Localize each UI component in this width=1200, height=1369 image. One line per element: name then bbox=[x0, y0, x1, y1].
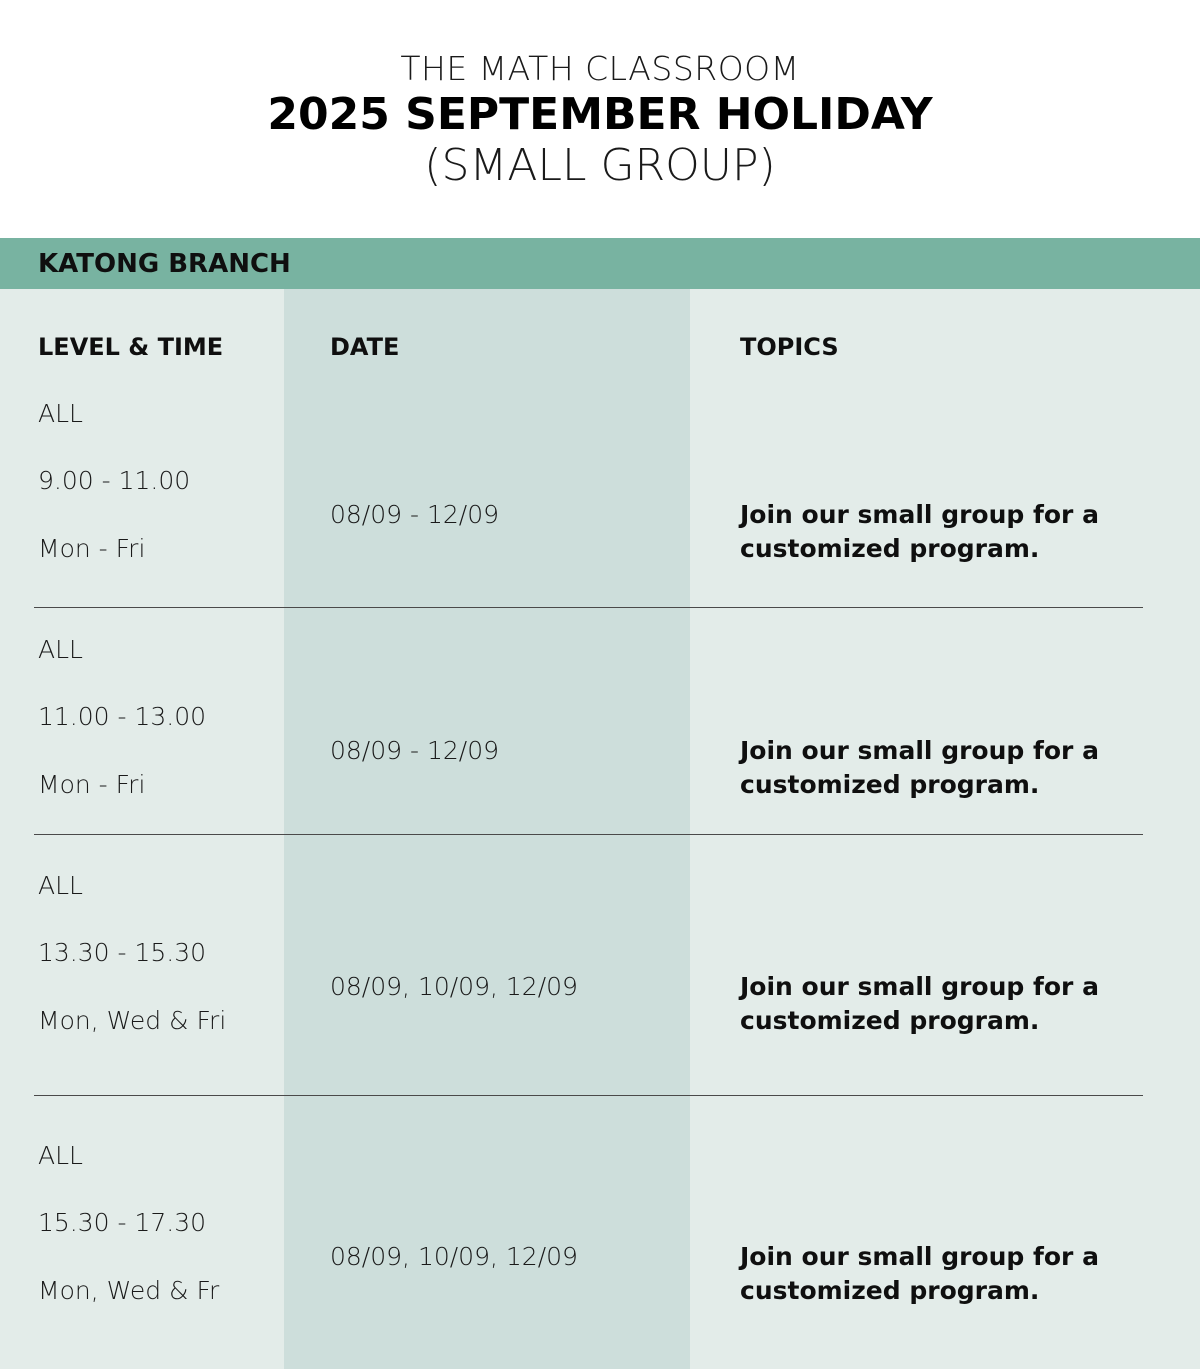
row-time: 13.30 - 15.30 bbox=[38, 938, 207, 967]
row-date: 08/09, 10/09, 12/09 bbox=[330, 972, 578, 1001]
row-days: Mon, Wed & Fr bbox=[38, 1276, 220, 1305]
row-time: 15.30 - 17.30 bbox=[38, 1208, 207, 1237]
row-days: Mon - Fri bbox=[38, 770, 146, 799]
page-header bbox=[0, 0, 1200, 238]
page-subtitle: (SMALL GROUP) bbox=[424, 140, 776, 191]
row-divider bbox=[34, 607, 1143, 608]
date-column-background bbox=[284, 289, 690, 1369]
column-header-topics: TOPICS bbox=[740, 333, 839, 361]
row-divider bbox=[34, 1095, 1143, 1096]
row-time: 11.00 - 13.00 bbox=[38, 702, 207, 731]
page-title: 2025 SEPTEMBER HOLIDAY bbox=[267, 89, 933, 140]
column-header-date: DATE bbox=[330, 333, 400, 361]
branch-bar bbox=[0, 238, 1200, 289]
row-divider bbox=[34, 834, 1143, 835]
row-date: 08/09 - 12/09 bbox=[330, 736, 500, 765]
row-level: ALL bbox=[38, 399, 83, 428]
row-time: 9.00 - 11.00 bbox=[38, 466, 191, 495]
row-topic: Join our small group for a customized program. bbox=[740, 736, 1099, 799]
row-topic: Join our small group for a customized program. bbox=[740, 500, 1099, 563]
schedule-table bbox=[0, 289, 1200, 1369]
row-level: ALL bbox=[38, 1141, 83, 1170]
branch-label: KATONG BRANCH bbox=[38, 249, 291, 279]
row-date: 08/09, 10/09, 12/09 bbox=[330, 1242, 578, 1271]
row-level: ALL bbox=[38, 635, 83, 664]
column-header-level-time: LEVEL & TIME bbox=[38, 333, 224, 361]
row-level: ALL bbox=[38, 871, 83, 900]
row-days: Mon, Wed & Fri bbox=[38, 1006, 227, 1035]
row-topic: Join our small group for a customized program. bbox=[740, 972, 1099, 1035]
row-days: Mon - Fri bbox=[38, 534, 146, 563]
organization-name: THE MATH CLASSROOM bbox=[400, 49, 800, 88]
row-date: 08/09 - 12/09 bbox=[330, 500, 500, 529]
row-topic: Join our small group for a customized program. bbox=[740, 1242, 1099, 1305]
